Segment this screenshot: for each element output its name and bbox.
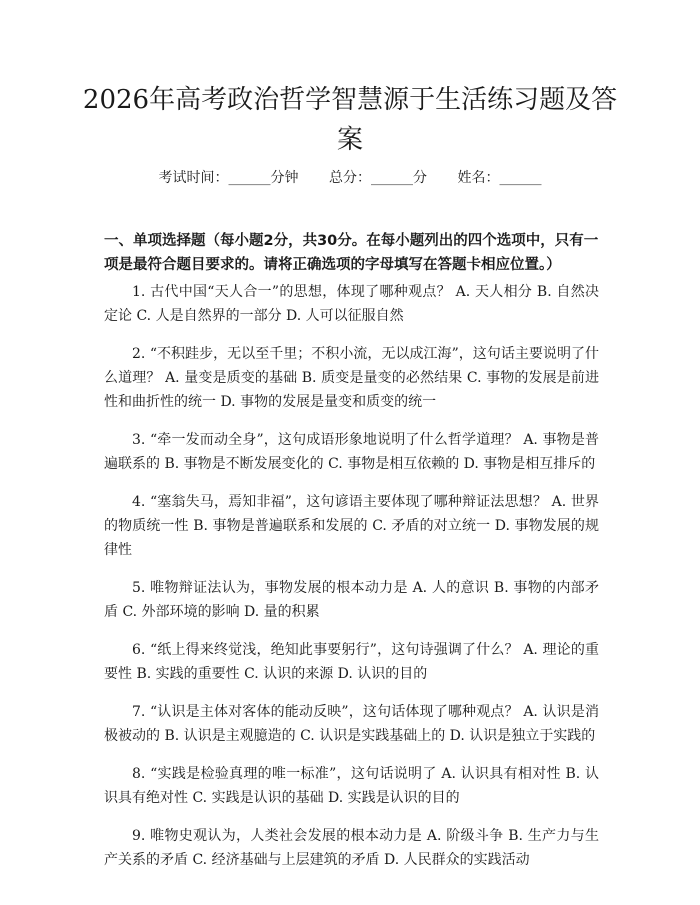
question-list bbox=[104, 280, 599, 886]
question-item: 6. “纸上得来终觉浅，绝知此事要躬行”，这句诗强调了什么？ A. 理论的重要性 B. 实践的重要性 C. 认识的来源 D. 认识的目的 bbox=[104, 642, 599, 682]
question-item: 1. 古代中国“天人合一”的思想，体现了哪种观点？ A. 天人相分 B. 自然决定论 C. 人是自然界的一部分 D. 人可以征服自然 bbox=[104, 284, 599, 324]
page-title: 2026年高考政治哲学智慧源于生活练习题及答案 bbox=[82, 85, 618, 155]
question-item: 8. “实践是检验真理的唯一标准”，这句话说明了 A. 认识具有相对性 B. 认识具有绝对性 C. 实践是认识的基础 D. 实践是认识的目的 bbox=[104, 766, 599, 806]
exam-meta bbox=[0, 168, 700, 188]
section-heading: 一、单项选择题（每小题2分，共30分。在每小题列出的四个选项中，只有一项是最符合题目要求的。请将正确选项的字母填写在答题卡相应位置。） bbox=[104, 233, 599, 273]
question-item: 3. “牵一发而动全身”，这句成语形象地说明了什么哲学道理？ A. 事物是普遍联系的 B. 事物是不断发展变化的 C. 事物是相互依赖的 D. 事物是相互排斥的 bbox=[104, 432, 599, 472]
exam-time-field: 考试时间：______分钟 bbox=[158, 170, 299, 186]
question-item: 9. 唯物史观认为，人类社会发展的根本动力是 A. 阶级斗争 B. 生产力与生产关系的矛盾 C. 经济基础与上层建筑的矛盾 D. 人民群众的实践活动 bbox=[104, 828, 599, 868]
question-item: 2. “不积跬步，无以至千里；不积小流，无以成江海”，这句话主要说明了什么道理？ A. 量变是质变的基础 B. 质变是量变的必然结果 C. 事物的发展是前进性和曲折性的统一 D. 事物的发展是量变和质变的统一 bbox=[104, 346, 599, 410]
question-item: 7. “认识是主体对客体的能动反映”，这句话体现了哪种观点？ A. 认识是消极被动的 B. 认识是主观臆造的 C. 认识是实践基础上的 D. 认识是独立于实践的 bbox=[104, 704, 599, 744]
question-item: 5. 唯物辩证法认为，事物发展的根本动力是 A. 人的意识 B. 事物的内部矛盾 C. 外部环境的影响 D. 量的积累 bbox=[104, 580, 599, 620]
name-field: 姓名：______ bbox=[457, 170, 542, 186]
total-score-field: 总分：______分 bbox=[329, 170, 427, 186]
question-item: 4. “塞翁失马，焉知非福”，这句谚语主要体现了哪种辩证法思想？ A. 世界的物质统一性 B. 事物是普遍联系和发展的 C. 矛盾的对立统一 D. 事物发展的规律性 bbox=[104, 494, 599, 558]
